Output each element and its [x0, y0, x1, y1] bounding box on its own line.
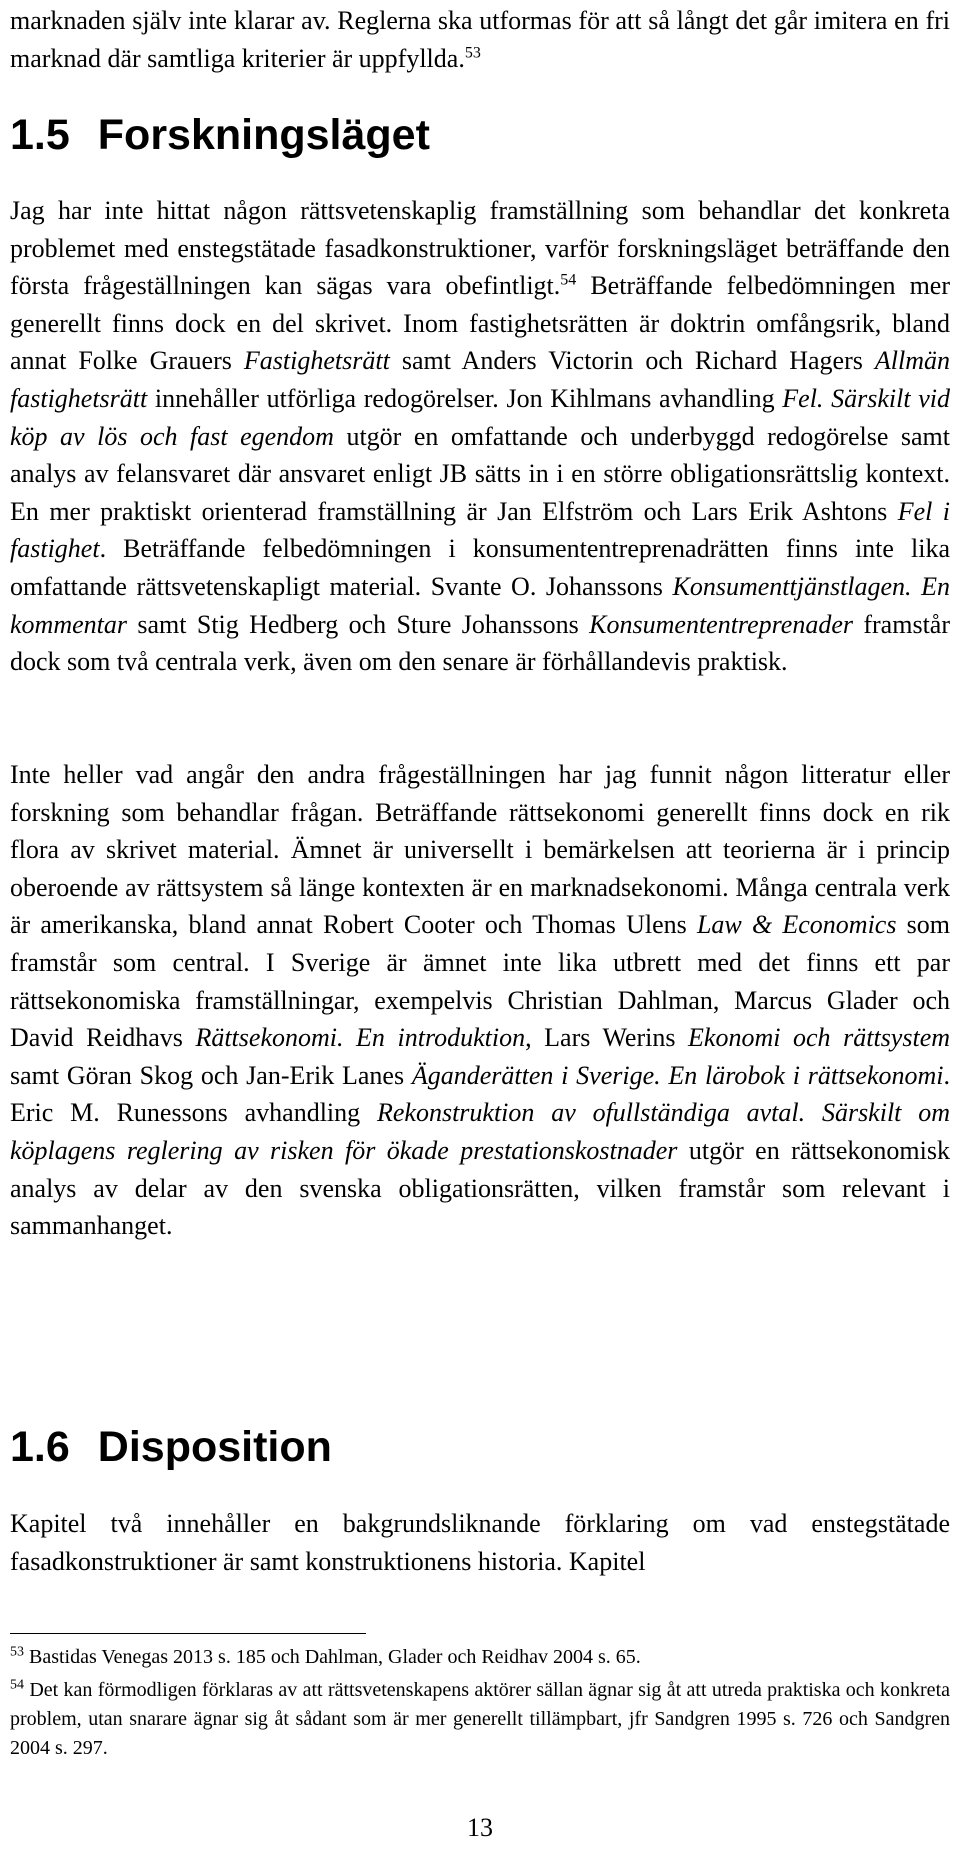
section-title: Forskningsläget — [97, 111, 430, 159]
text-run: innehåller utförliga redogörelser. Jon Kihlmans avhandling — [147, 383, 783, 413]
text-run: samt Stig Hedberg och Sture Johanssons — [126, 609, 590, 639]
book-title: Fel i fastighet — [10, 496, 950, 564]
book-title: Fel. Särskilt vid köp av lös och fast egendom — [10, 383, 951, 451]
intro-paragraph — [10, 2, 950, 77]
text-run: utgör en omfattande och underbyggd redogörelse samt analys av felansvaret där ansvaret enligt JB sätts in i en större obligationsrättslig kontext. En mer praktiskt orienterad framställning är Jan Elfström och Lars Erik Ashtons — [10, 421, 950, 526]
text-run: samt Anders Victorin och Richard Hagers — [389, 346, 875, 376]
book-title: Fastighetsrätt — [243, 346, 390, 376]
book-title: Law & Economics — [696, 910, 897, 940]
text-run: framstår dock som två centrala verk, även om den senare är förhållandevis praktisk. — [10, 609, 950, 677]
text-run: som framstår som central. I Sverige är ämnet inte lika utbrett med det finns ett par rättsekonomiska framställningar, exempelvis Christian Dahlman, Marcus Glader och David Reidhavs — [10, 910, 951, 1053]
text-run: utgör en rättsekonomisk analys av delar av den svenska obligationsrätten, vilken framstår som relevant i sammanhanget. — [10, 1135, 950, 1241]
footnote-separator — [10, 1633, 366, 1634]
footnote-text: Det kan förmodligen förklaras av att rättsvetenskapens aktörer sällan ägnar sig åt att utreda praktiska och konkreta problem, utan snarare ägnar sig åt sådant som är mer generellt tillämpbart, jfr Sandgren 1995 s. 726 och Sandgren 2004 s. 297. — [10, 1679, 950, 1759]
footnote-53 — [10, 1643, 950, 1672]
book-title: Äganderätten i Sverige. En lärobok i rättsekonomi — [411, 1060, 944, 1090]
text-run: . Beträffande felbedömningen i konsumententreprenadrätten finns inte lika omfattande rättsvetenskapligt material. Svante O. Johanssons — [10, 534, 950, 601]
section-number: 1.6 — [10, 1423, 70, 1471]
footnote-number: 54 — [10, 1677, 24, 1693]
text-run: samt Göran Skog och Jan-Erik Lanes — [10, 1060, 412, 1090]
book-title: Rättsekonomi. En introduktion — [195, 1023, 526, 1053]
book-title: Allmän fastighetsrätt — [10, 346, 950, 413]
book-title: Rekonstruktion av ofullständiga avtal. Särskilt om köplagens reglering av risken för ökade prestationskostnader — [10, 1098, 950, 1165]
text-run: , Lars Werins — [525, 1023, 689, 1053]
book-title: Konsumenttjänstlagen. En kommentar — [10, 571, 951, 639]
footnote-ref-54: 54 — [560, 271, 577, 289]
research-paragraph-2 — [10, 756, 950, 1245]
disposition-paragraph: Kapitel två innehåller en bakgrundsliknande förklaring om vad enstegstätade fasadkonstruktioner är samt konstruktionens historia. Kapitel — [10, 1509, 950, 1576]
section-heading-1-6 — [10, 1422, 332, 1472]
intro-text: marknaden själv inte klarar av. Reglerna ska utformas för att så långt det går imitera en fri marknad där samtliga kriterier är uppfyllda. — [10, 6, 950, 73]
section-title: Disposition — [97, 1423, 332, 1471]
footnote-number: 53 — [10, 1644, 24, 1660]
footnote-text: Bastidas Venegas 2013 s. 185 och Dahlman, Glader och Reidhav 2004 s. 65. — [24, 1646, 641, 1668]
book-title: Ekonomi och rättsystem — [688, 1023, 951, 1053]
text-run: . Eric M. Runessons avhandling — [10, 1060, 950, 1128]
research-paragraph-1 — [10, 192, 950, 681]
section-number: 1.5 — [10, 111, 70, 159]
book-title: Konsumententreprenader — [589, 609, 853, 639]
text-run: Inte heller vad angår den andra frågeställningen har jag funnit någon litteratur eller forskning som behandlar frågan. Beträffande rättsekonomi generellt finns dock en rik flora av skrivet material. Ämnet är universellt i bemärkelsen att teorierna är i princip oberoende av rättsystem så länge kontexten är en marknadsekonomi. Många centrala verk är amerikanska, bland annat Robert Cooter och Thomas Ulens — [10, 760, 950, 940]
page-number: 13 — [467, 1813, 493, 1842]
section-heading-1-5 — [10, 110, 430, 160]
text-run: Jag har inte hittat någon rättsvetenskaplig framställning som behandlar det konkreta problemet med enstegstätade fasadkonstruktioner, varför forskningsläget beträffande den första frågeställningen kan sägas vara obefintligt. — [10, 196, 950, 301]
footnote-ref-53: 53 — [464, 43, 481, 61]
text-run: Beträffande felbedömningen mer generellt finns dock en del skrivet. Inom fastighetsrätten är doktrin omfångsrik, bland annat Folke Grauers — [10, 271, 950, 376]
footnote-54 — [10, 1676, 950, 1763]
